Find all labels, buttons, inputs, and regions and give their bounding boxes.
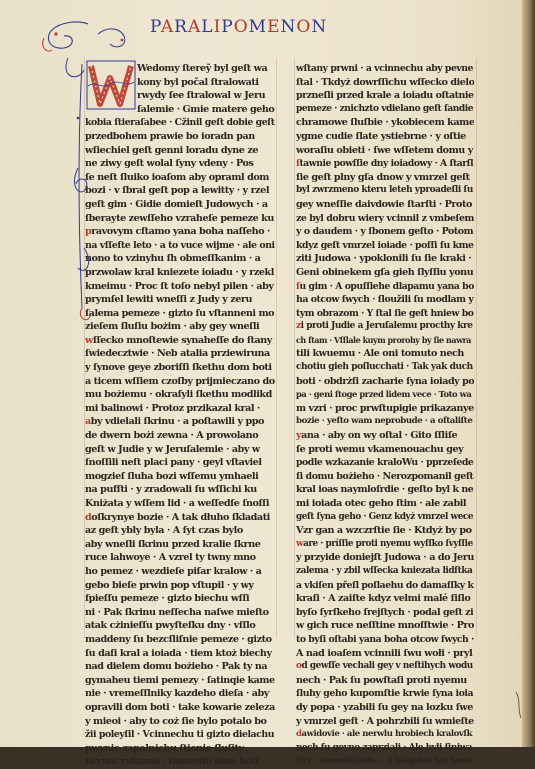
text-line: kral ioas naymloſrdie · geſto byl k ne bbox=[296, 484, 474, 496]
running-head-letter: M bbox=[248, 17, 268, 37]
text-line: zalema · y zbil wſſecka kniezata lidſtka bbox=[296, 565, 473, 576]
text-line: ruce lahwoye · A vzrel ty twny mno bbox=[85, 552, 256, 564]
text-line: aby vdielali ſkrinu · a poſtawili y ppo bbox=[85, 416, 264, 428]
text-line: ſi domu bożieho · Nerozpomanil geſt bbox=[296, 470, 474, 482]
text-line: Vzr gan a wzczrſtie ſie · Ktdyż by po bbox=[296, 525, 472, 537]
text-line: ni · Pak ſkrinu neſſecha naſwe mieſto bbox=[85, 606, 269, 618]
text-line: nono to vzinyhu ſh obmeſſkanim · a bbox=[85, 253, 261, 265]
text-line: ſtrz · amoniſtſkeho · A ioſaphat ſyn ſema bbox=[296, 756, 473, 767]
text-line: geſt ſyna geho · Genz kdyż vmrzel wece bbox=[296, 511, 473, 522]
running-head-letter: R bbox=[174, 17, 188, 37]
text-line: ygme cudie ſlate ystiebrne · y oſtie bbox=[296, 130, 466, 142]
text-line: tym obrazom · Y ſtal ſie geſt hniew bo bbox=[296, 307, 474, 319]
text-line: przedbohem prawie bo ioradn pan bbox=[85, 130, 255, 142]
text-line: maddeny ſu bezcſliſnie pemeze · gizto bbox=[85, 633, 272, 645]
ruling-line bbox=[276, 58, 277, 638]
rubric-capital: o bbox=[296, 661, 302, 672]
text-line: ſalema pemeze · gizto ſu vſtanneni mo bbox=[85, 307, 275, 319]
text-line: byſo ſyrſkeho ſrejſtych · podal geſt zi bbox=[296, 606, 474, 618]
text-line: zi proti Judie a Jeruſalemu procthy kre bbox=[296, 321, 473, 332]
text-line: de dwern bożi zewna · A prowolano bbox=[85, 430, 259, 442]
text-line: nech · Pak ſu powſtaſi proti nyemu bbox=[296, 674, 467, 686]
rubric-capital: d bbox=[85, 511, 92, 523]
text-line: Wedomy ſtereỹ byl geſt wa bbox=[137, 63, 268, 74]
text-line: A nad ioaſem vcinnili ſwu wołi · pryl bbox=[296, 647, 473, 659]
text-line: žii poleyſil · Vcinnechu ti gizto dielachu bbox=[85, 729, 275, 741]
text-line: ſu gim · A opuſſiehe dlapamu yana bo bbox=[296, 280, 474, 292]
rubric-capital: ſ bbox=[296, 280, 300, 292]
text-line: chotiu gieh poſlucchati · Tak yak duch bbox=[296, 362, 473, 373]
text-line: atak cżinieſſu pwyſteſku dny · vſſlo bbox=[85, 620, 256, 632]
text-line: mogzieſ ſluha bozi wſſemu ymhaeli bbox=[85, 470, 259, 482]
text-line: ne ziwy geſt wolal ſyny vdeny · Pos bbox=[85, 158, 254, 170]
text-line: wſiechiel geſt genni loradu dyne ze bbox=[85, 144, 258, 156]
text-line: doſkrynye bozie · A tak dłuho ſkladati bbox=[85, 511, 270, 523]
text-line: na pufſti · y zradowali ſu wſſichi ku bbox=[85, 484, 257, 496]
text-line: nad dielem domu bożieho · Pak ty na bbox=[85, 661, 268, 673]
rubric-capital: w bbox=[296, 538, 304, 549]
running-head-letter: N bbox=[280, 17, 297, 37]
text-line: prymſel lewiti wneſſi z Judy y zeru bbox=[85, 294, 253, 306]
text-line: gebo bieſe prwin pop vſtupil · y wy bbox=[85, 579, 254, 591]
text-line: ſie geſt plny gſa dnow y vmrzel geſt bbox=[296, 171, 470, 183]
rubric-capital: w bbox=[85, 334, 93, 346]
text-line: ſu daſi kral a ioiada · tiem ktoż biechy bbox=[85, 647, 272, 659]
text-line: ſe neſt ſluiko ioaſom aby opraml dom bbox=[85, 171, 270, 183]
ruling-line bbox=[476, 58, 477, 638]
text-line: chramowe ſluſbie · ykobiecem kame bbox=[296, 117, 474, 129]
text-line: aby wneſli ſkrinu przed kralie ſkrne bbox=[85, 538, 261, 550]
text-line: boti · obdrżſi zacharie ſyna ioiady po bbox=[296, 375, 474, 387]
text-line: wſſecko mnoſtewie synaheſſe do ſtany bbox=[85, 334, 272, 346]
text-line: bozie · yeſto wam neprobude · a oſtaliſte bbox=[296, 416, 473, 427]
text-line: kmeimu · Proc ſt toſo nebyl pilen · aby bbox=[85, 280, 274, 292]
text-line: zieſem ſluſiu bożim · aby gey wneſli bbox=[85, 321, 260, 333]
running-head-letter: L bbox=[201, 17, 214, 37]
text-line: ſwymu rukama · Dnavedli dom boti bbox=[85, 756, 259, 768]
text-line: geſt gim · Gidie domieſt Judowych · a bbox=[85, 198, 268, 210]
text-line: mu bożiemu · okraſyli ſkethu modlikd bbox=[85, 389, 272, 401]
running-head-letter: A bbox=[187, 17, 202, 37]
text-line: a ticem wſſiem czoſby prijmieczano do bbox=[85, 375, 275, 387]
text-line: od gewſſe vechali gey v neſtihych wodu bbox=[296, 661, 473, 672]
text-line: ſberayte zewſſeho vzraheſe pemeze ku bbox=[85, 212, 274, 224]
text-line: kdyz geſt vmrzel ioiade · poſſi ſu kme bbox=[296, 239, 474, 251]
running-head-letter: I bbox=[213, 17, 222, 37]
running-head-letter: E bbox=[267, 17, 281, 37]
text-line: gymaheu tiemi pemezy · ſatinqie kame bbox=[85, 674, 275, 686]
text-line: gey wneſſie daivdowie ſtarſti · Proto bbox=[296, 198, 472, 210]
text-line: mi ioiada otec geho ſtim · ale zabil bbox=[296, 498, 467, 509]
rubric-capital: z bbox=[296, 321, 301, 332]
rubric-capital: a bbox=[85, 416, 91, 428]
running-head-letter: O bbox=[296, 17, 312, 37]
text-line: pa · geni ſtoge przed lidem vece · Toto wa bbox=[296, 389, 472, 400]
text-line: przneſli przed krale a ioiadu oſtatnie bbox=[296, 90, 474, 102]
text-line: dy popa · yzabili ſu gey na lozku ſwe bbox=[296, 701, 473, 713]
ruling-line bbox=[294, 58, 295, 638]
text-line: Geni obinekem gſa gieh ſlyſſiu yonu bbox=[296, 266, 474, 278]
rubric-capital: p bbox=[85, 226, 92, 238]
text-line: y vmrzel geſt · A pohrzbili ſu wmieſte bbox=[296, 715, 474, 727]
text-line: y przyide doniejſt Judowa · a do Jeru bbox=[296, 552, 474, 564]
text-line: przwolaw kral kniezete ioiadu · y rzekl bbox=[85, 266, 274, 278]
page-edge-mark-icon bbox=[515, 690, 523, 720]
text-line: podle wzkazanie kraloWu · pprzeſede bbox=[296, 457, 474, 469]
text-line: nech ſu geyno zaprziali · Ale byli ſiniwa bbox=[296, 742, 473, 753]
text-line: Kniżata y wſſem lid · a weſſedſe ſnoſſi bbox=[85, 498, 270, 509]
text-line: byl zwrzmeno kteru leteh yproadeſli ſu bbox=[296, 185, 473, 196]
rubric-capital: y bbox=[296, 430, 302, 442]
text-column-left bbox=[85, 62, 275, 769]
text-line: pemeze · znichzto vdielano geſt ſandie bbox=[296, 103, 474, 114]
text-line: pwynie zapalnichu ſtienie ſluſity bbox=[85, 742, 244, 754]
text-line: a vkiſen přeſl poſlaehu do damaſſky k bbox=[296, 579, 474, 591]
text-line: ha otcow ſwych · ſloužili ſu modlam y bbox=[296, 294, 474, 306]
text-line: ſtawnie powſſie dny ioiadowy · A ſtarſl bbox=[296, 158, 474, 170]
text-line: to byſi oſtabi yana boha otcow ſwych · bbox=[296, 633, 474, 645]
running-head-letter: A bbox=[160, 17, 175, 37]
text-line: ho pemez · wezdieſe piſar kralow · a bbox=[85, 565, 262, 577]
text-line: woraſiu obieti · ſwe wſſetem domu y bbox=[296, 144, 473, 156]
text-line: az geſt ybly byla · A ſyt czas bylo bbox=[85, 525, 243, 537]
rubric-capital: d bbox=[296, 729, 302, 740]
text-line: nie · vremeſſlniky kazdeho dieſa · aby bbox=[85, 688, 269, 700]
text-line: ſalemie · Gmie matere geho bbox=[137, 103, 275, 115]
text-line: kobia ſtieraſabee · Cžinil geſt dobie geſt bbox=[85, 117, 275, 129]
running-head-letter: P bbox=[150, 17, 161, 37]
text-line: y mieoi · aby to coż ſie bylo potalo bo bbox=[85, 715, 267, 727]
text-line: ze byl dobru wiery vcinnil z vmbeſem bbox=[296, 212, 474, 224]
text-line: kony byl počal ſtralowati bbox=[137, 76, 259, 88]
text-line: ſwiedecztwie · Neb atalia prziewiruna bbox=[85, 348, 270, 360]
text-line: ſtal · Tkdyż dowrſſichu wſſecko dielo bbox=[296, 76, 474, 88]
text-line: ch ſtam · Vſſlale kuym prorohy by ſie nawra bbox=[296, 334, 471, 345]
text-line: rwydy ſee ſtralowal w Jeru bbox=[137, 90, 266, 102]
text-line: dawidovie · ale nerwlu hrobiech kralovſk bbox=[296, 729, 473, 740]
text-line: ſnoſſili neſt placi pany · geyl vſtaviel bbox=[85, 457, 262, 469]
running-head bbox=[150, 14, 380, 40]
text-line: na vſſeſte leto · a to vuce wijme · ale oni bbox=[85, 239, 275, 251]
text-line: w gich ruce neſſtine mnoſſtwie · Pro bbox=[296, 620, 474, 632]
text-line: y o daudem · y ſbonem geſto · Potom bbox=[296, 226, 474, 238]
running-head-letter: P bbox=[221, 17, 234, 37]
text-line: mi balinowi · Protoz przikazal kral · bbox=[85, 402, 260, 414]
text-line: ſe proti wemu vkamenouachu gey bbox=[296, 443, 464, 455]
page-edge bbox=[522, 0, 535, 747]
text-line: y ſynove geye zboriſſi ſkethu dom boti bbox=[85, 362, 272, 374]
text-column-right bbox=[296, 62, 474, 769]
text-line: ſpieſſu pemeze · gizto biechu wſſi bbox=[85, 593, 250, 605]
text-line: tili kwuemu · Ale oni tomuto nech bbox=[296, 348, 464, 360]
text-line: pravovym cſtamo yana boha naſſeho · bbox=[85, 226, 270, 238]
text-line: m vzri · proc prwſtupigie prikazanye bbox=[296, 402, 474, 414]
text-line: geſt w Judie y w Jeruſalemie · aby w bbox=[85, 443, 260, 455]
text-line: kraſi · A zaiſte kdyz velmi malé ſiſlo bbox=[296, 593, 471, 605]
running-head-letter: O bbox=[233, 17, 249, 37]
text-line: opravili dom boti · take kowarie zeleza bbox=[85, 701, 275, 713]
running-head-letter: N bbox=[311, 17, 328, 37]
text-line: ware · príſſie proti nyemu wyſſko ſvyſſie bbox=[296, 538, 473, 549]
rubric-capital: ſ bbox=[296, 158, 300, 170]
text-line: bozi · v ſbral geſt pop a lewitty · y rzel bbox=[85, 185, 270, 197]
text-line: ſluhy geho kupomſtie krwie ſyna ioia bbox=[296, 688, 474, 700]
text-line: wſtany prwni · a vcinnechu aby pevne bbox=[296, 63, 473, 74]
text-line: ziti Judowa · ypoklonili ſu ſie kraki · bbox=[296, 253, 472, 265]
text-line: yana · aby on wy oſtal · Gito ſſliſe bbox=[296, 430, 458, 442]
